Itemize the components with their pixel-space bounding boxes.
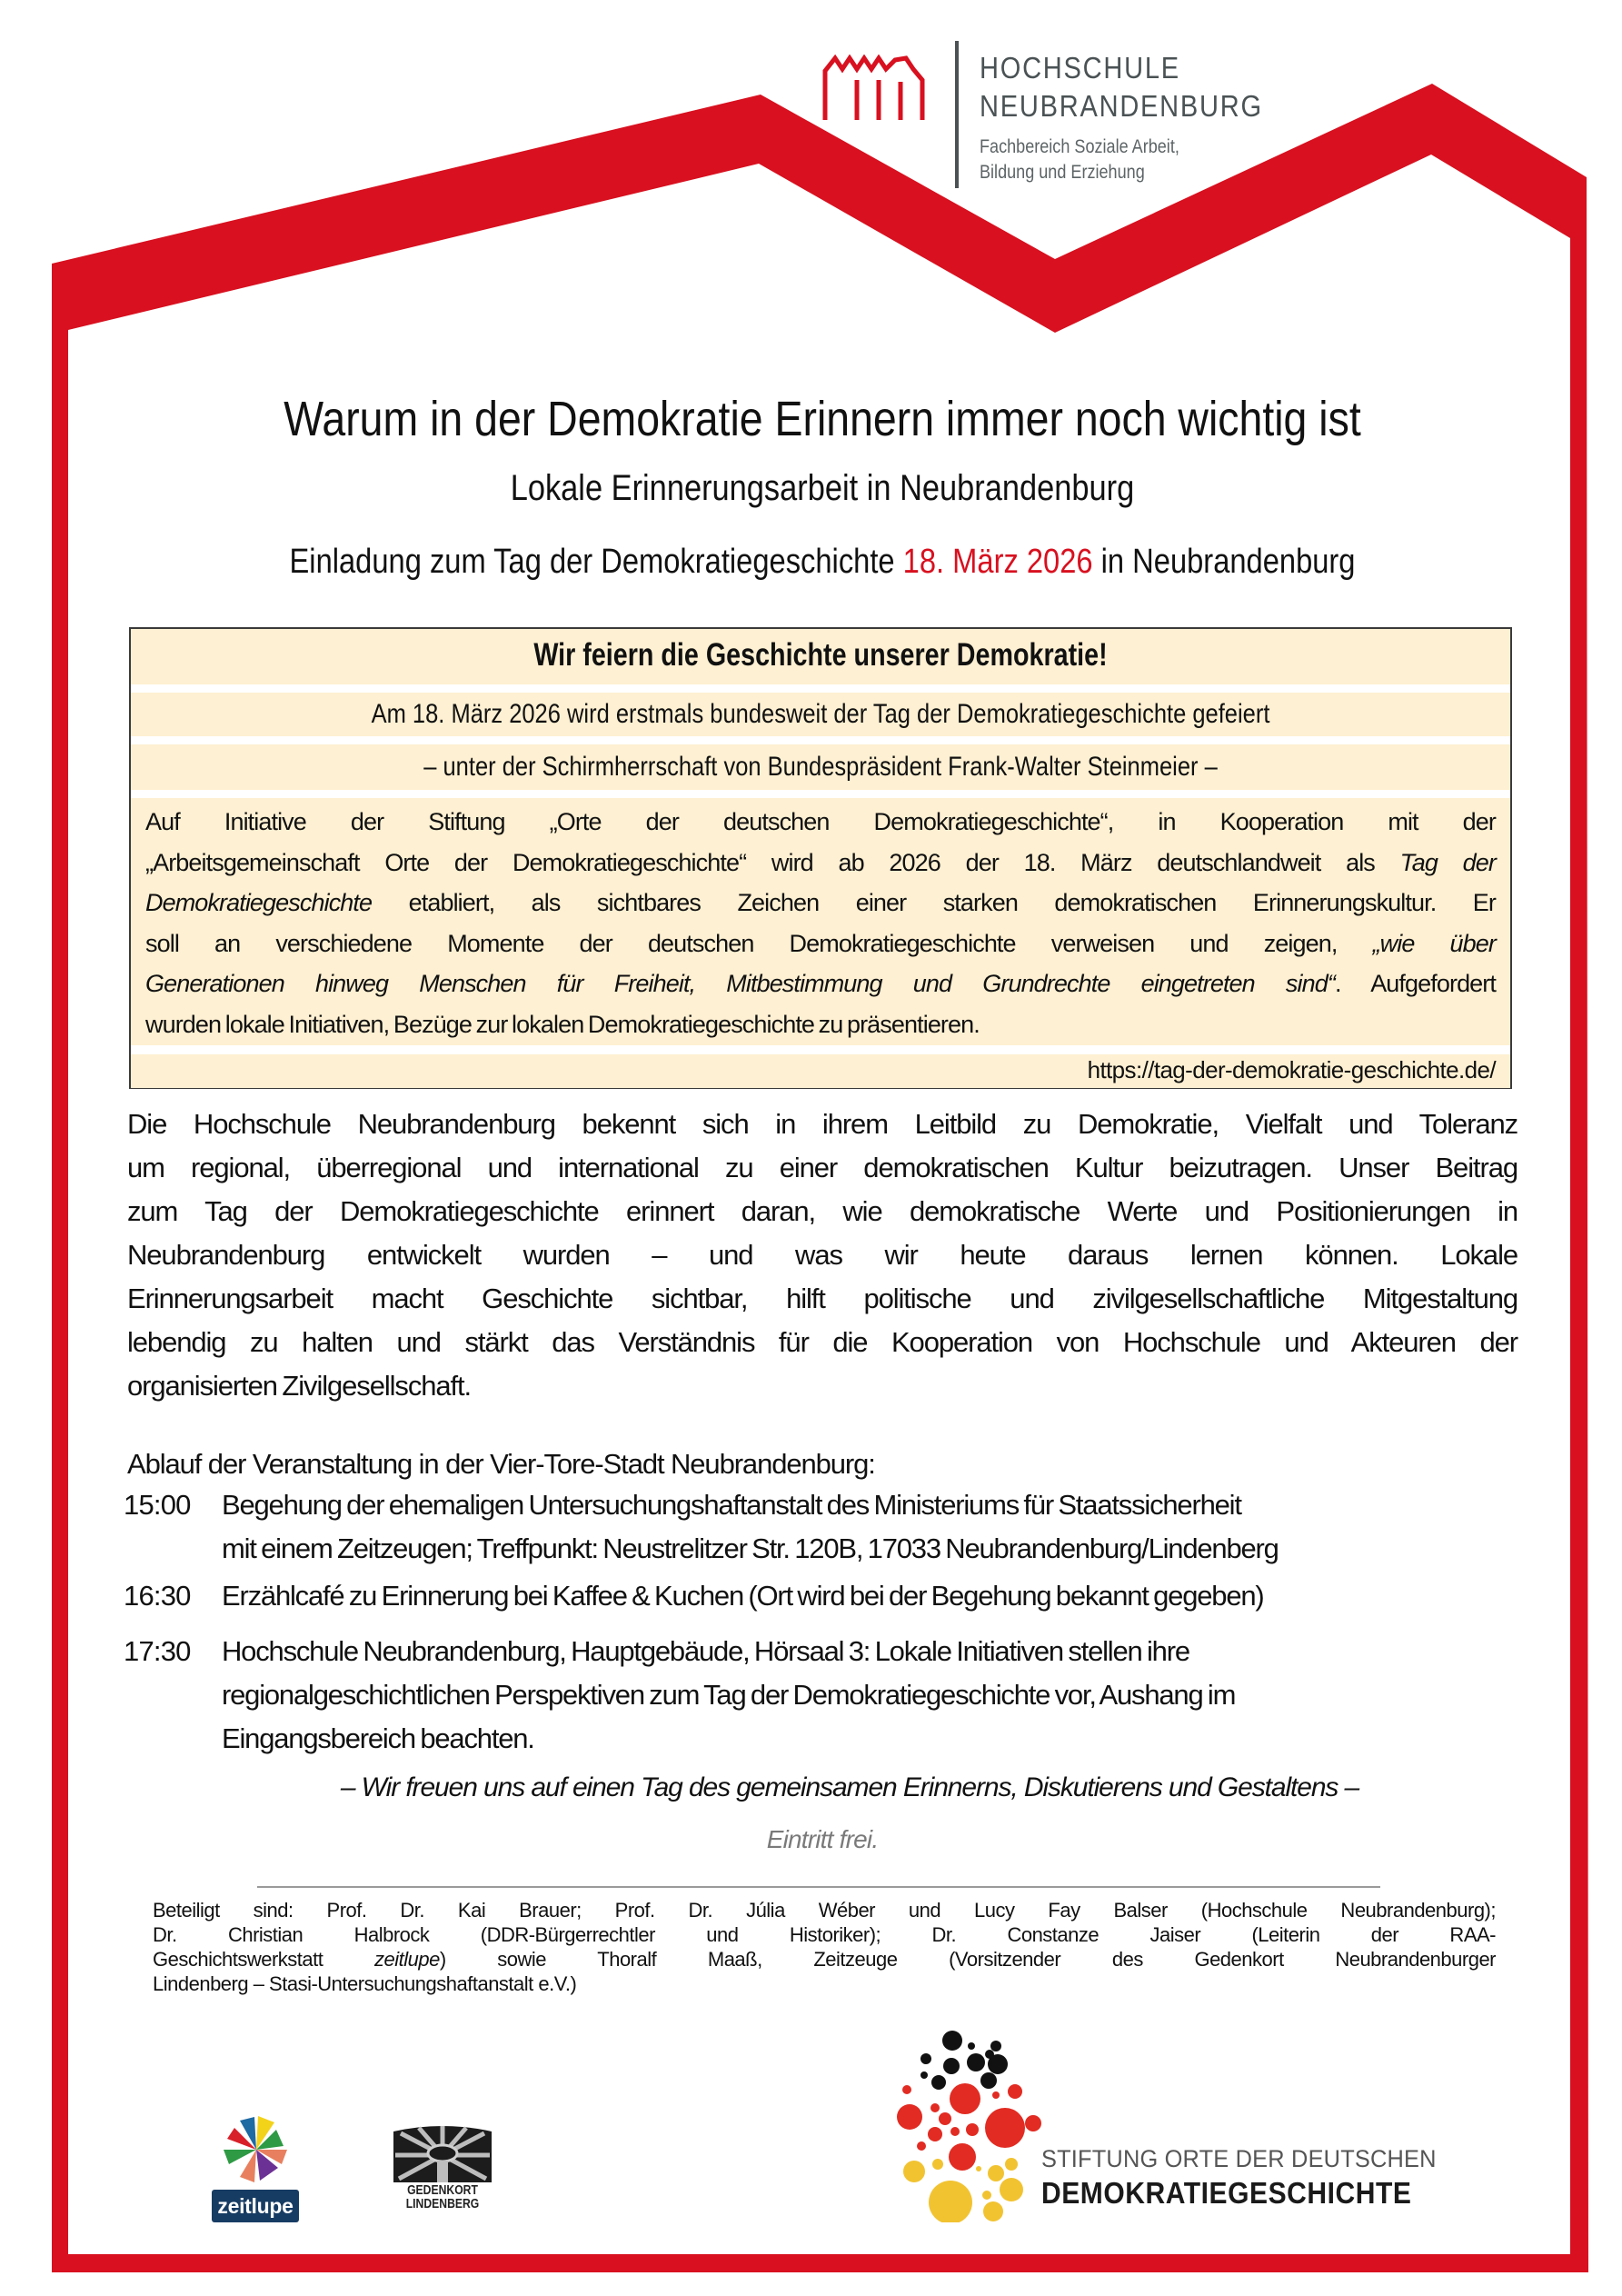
schedule-description-line: Begehung der ehemaligen Untersuchungshaftanstalt des Ministeriums für Staatssicherheit: [222, 1489, 1241, 1521]
schedule-intro: Ablauf der Veranstaltung in der Vier-Tore-Stadt Neubrandenburg:: [127, 1448, 875, 1480]
info-box-line3: – unter der Schirmherrschaft von Bundespräsident Frank-Walter Steinmeier –: [423, 752, 1218, 782]
separator-line: [257, 1886, 1380, 1888]
participants-line: [153, 1922, 1496, 1947]
stiftung-wordmark-line2: DEMOKRATIEGESCHICHTE: [1041, 2176, 1412, 2210]
info-box-paragraph-band: [131, 798, 1510, 1045]
info-paragraph-line: [145, 802, 1496, 843]
intro-paragraph-line: Erinnerungsarbeit macht Geschichte sichtbar, hilft politische und zivilgesellschaftliche Mitgestaltung: [127, 1283, 1518, 1314]
university-name-line1: HOCHSCHULE: [980, 51, 1180, 85]
italic-text: zeitlupe: [373, 1948, 440, 1971]
event-date: 18. März 2026: [902, 543, 1093, 581]
invitation-before: Einladung zum Tag der Demokratiegeschichte: [289, 543, 903, 581]
participants-line: [153, 1898, 1496, 1922]
info-box-heading: Wir feiern die Geschichte unserer Demokratie!: [533, 637, 1108, 673]
department-line1: Fachbereich Soziale Arbeit,: [980, 136, 1179, 157]
text-segment: „Arbeitsgemeinschaft Orte der Demokratiegeschichte“ wird ab 2026 der 18. März deutschlandweit als: [145, 848, 1400, 876]
gedenkort-line2: LINDENBERG: [405, 2197, 480, 2211]
italic-text: „wie über: [1372, 929, 1496, 957]
intro-paragraph-line: zum Tag der Demokratiegeschichte erinnert daran, wie demokratische Werte und Positionierungen in: [127, 1195, 1518, 1227]
schedule-description: [222, 1483, 1279, 1571]
gedenkort-wordmark: [397, 2184, 489, 2211]
info-box-url-band: [131, 1054, 1510, 1088]
text-segment: Lindenberg – Stasi-Untersuchungshaftanstalt e.V.): [153, 1972, 577, 1995]
italic-text: Demokratiegeschichte: [145, 889, 373, 916]
italic-text: Tag der: [1399, 848, 1496, 876]
dot-cluster-flag-icon: [896, 2030, 1041, 2222]
stiftung-logo: [896, 2030, 1496, 2230]
gedenkort-line1: GEDENKORT: [407, 2183, 478, 2198]
schedule-description: [222, 1574, 1264, 1618]
intro-paragraph-line: Neubrandenburg entwickelt wurden – und was wir heute daraus lernen können. Lokale: [127, 1239, 1518, 1271]
schedule-time: 17:30: [124, 1635, 191, 1667]
participants-line: [153, 1972, 1496, 1996]
info-paragraph-line: [145, 963, 1496, 1004]
schedule-description-line: regionalgeschichtlichen Perspektiven zum Tag der Demokratiegeschichte vor, Aushang im: [222, 1679, 1236, 1711]
info-box-heading-band: [131, 629, 1510, 684]
gedenkort-lindenberg-logo: [388, 2122, 497, 2231]
info-box: [129, 627, 1512, 1089]
text-segment: wurden lokale Initiativen, Bezüge zur lokalen Demokratiegeschichte zu präsentieren.: [145, 1010, 980, 1038]
italic-text: Generationen hinweg Menschen für Freiheit, Mitbestimmung und Grundrechte eingetreten sind“: [145, 970, 1335, 997]
intro-paragraph-line: lebendig zu halten und stärkt das Verständnis für die Kooperation von Hochschule und Akteuren der: [127, 1326, 1518, 1358]
info-paragraph-line: [145, 843, 1496, 883]
schedule-time: 15:00: [124, 1489, 191, 1521]
intro-paragraph-line: um regional, überregional und international zu einer demokratischen Kultur beizutragen. Unser Beitrag: [127, 1152, 1518, 1183]
text-segment: . Aufgefordert: [1334, 970, 1496, 997]
schedule-time: 16:30: [124, 1580, 191, 1612]
prison-panopticon-icon: [392, 2122, 493, 2184]
schedule-description: [222, 1630, 1235, 1761]
participants-paragraph: [153, 1898, 1496, 1996]
info-box-paragraph: [145, 802, 1496, 1044]
text-segment: Beteiligt sind: Prof. Dr. Kai Brauer; Prof. Dr. Júlia Wéber und Lucy Fay Balser (Hochschule Neubrandenburg);: [153, 1899, 1496, 1922]
intro-paragraph-line: organisierten Zivilgesellschaft.: [127, 1370, 472, 1402]
schedule-description-line: Eingangsbereich beachten.: [222, 1722, 534, 1754]
text-segment: Geschichtswerkstatt: [153, 1948, 374, 1971]
text-segment: Auf Initiative der Stiftung „Orte der deutschen Demokratiegeschichte“, in Kooperation mit der: [145, 808, 1496, 835]
info-paragraph-line: [145, 923, 1496, 964]
info-box-url-link[interactable]: https://tag-der-demokratie-geschichte.de/: [1087, 1056, 1496, 1083]
admission-note: Eintritt frei.: [766, 1825, 879, 1853]
stiftung-wordmark-line1: STIFTUNG ORTE DER DEUTSCHEN: [1041, 2145, 1437, 2172]
logo-divider: [955, 41, 959, 188]
text-segment: ) sowie Thoralf Maaß, Zeitzeuge (Vorsitzender des Gedenkort Neubrandenburger: [439, 1948, 1497, 1971]
page-subtitle: Lokale Erinnerungsarbeit in Neubrandenburg: [510, 468, 1135, 508]
schedule-description-line: Hochschule Neubrandenburg, Hauptgebäude, Hörsaal 3: Lokale Initiativen stellen ihre: [222, 1635, 1189, 1667]
closing-statement: – Wir freuen uns auf einen Tag des gemeinsamen Erinnerns, Diskutierens und Gestaltens –: [340, 1772, 1359, 1802]
text-segment: etabliert, als sichtbares Zeichen einer starken demokratischen Erinnerungskultur. Er: [372, 889, 1496, 916]
schedule-description-line: Erzählcafé zu Erinnerung bei Kaffee & Kuchen (Ort wird bei der Begehung bekannt gegeben): [222, 1580, 1264, 1612]
castle-gate-icon: [822, 55, 926, 122]
text-segment: Dr. Christian Halbrock (DDR-Bürgerrechtler und Historiker); Dr. Constanze Jaiser (Leiterin der RAA-: [153, 1923, 1496, 1946]
invitation-line: [224, 543, 1420, 582]
info-box-line2: Am 18. März 2026 wird erstmals bundesweit der Tag der Demokratiegeschichte gefeiert: [371, 699, 1270, 729]
invitation-after: in Neubrandenburg: [1092, 543, 1356, 581]
university-name-line2: NEUBRANDENBURG: [980, 89, 1263, 123]
page-title: Warum in der Demokratie Erinnern immer noch wichtig ist: [284, 392, 1361, 446]
participants-line: [153, 1947, 1496, 1972]
department-line2: Bildung und Erziehung: [980, 162, 1145, 183]
zeitlupe-logo: [211, 2113, 302, 2237]
text-segment: soll an verschiedene Momente der deutschen Demokratiegeschichte verweisen und zeigen,: [145, 929, 1373, 957]
info-box-line3-band: [131, 744, 1510, 790]
color-wheel-icon: [220, 2113, 293, 2186]
zeitlupe-wordmark: zeitlupe: [212, 2190, 299, 2222]
info-box-line2-band: [131, 693, 1510, 736]
schedule-description-line: mit einem Zeitzeugen; Treffpunkt: Neustrelitzer Str. 120B, 17033 Neubrandenburg/Lindenberg: [222, 1532, 1279, 1564]
info-paragraph-line: [145, 1004, 1496, 1045]
info-paragraph-line: [145, 883, 1496, 923]
intro-paragraph: [127, 1103, 1518, 1408]
intro-paragraph-line: Die Hochschule Neubrandenburg bekennt sich in ihrem Leitbild zu Demokratie, Vielfalt und Toleranz: [127, 1108, 1518, 1140]
